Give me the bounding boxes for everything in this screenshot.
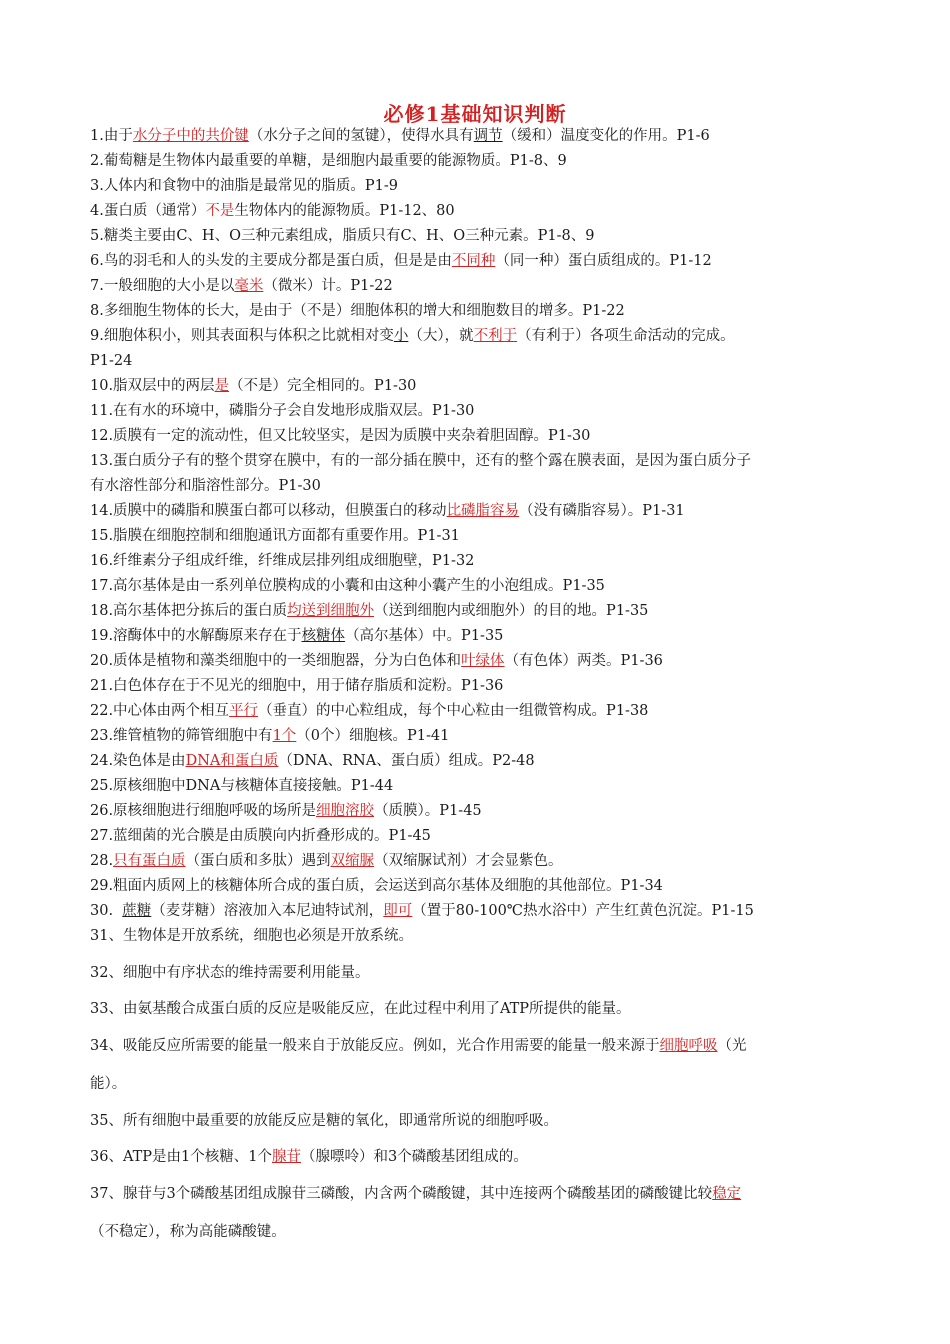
answer-underline: 小: [393, 328, 409, 344]
statement-37-cont: （不稳定），称为高能磷酸键。: [90, 1224, 286, 1240]
answer-highlight: 稳定: [712, 1186, 742, 1202]
statement-5: 5.糖类主要由C、H、O三种元素组成，脂质只有C、H、O三种元素。P1-8、9: [90, 228, 595, 244]
answer-highlight: 1个: [272, 728, 297, 744]
statement-10: 10.脂双层中的两层是（不是）完全相同的。P1-30: [90, 378, 417, 394]
answer-highlight: 双缩脲: [330, 853, 375, 869]
answer-highlight: 均送到细胞外: [287, 603, 375, 619]
statement-18: 18.高尔基体把分拣后的蛋白质均送到细胞外（送到细胞内或细胞外）的目的地。P1-35: [90, 603, 649, 619]
answer-underline: 调节: [473, 128, 503, 144]
answer-highlight: 叶绿体: [461, 653, 505, 669]
statement-2: 2.葡萄糖是生物体内最重要的单糖，是细胞内最重要的能源物质。P1-8、9: [90, 153, 567, 169]
statement-list: [90, 124, 880, 1251]
statement-22: 22.中心体由两个相互平行（垂直）的中心粒组成，每个中心粒由一组微管构成。P1-38: [90, 703, 649, 719]
statement-7: 7.一般细胞的大小是以毫米（微米）计。P1-22: [90, 278, 393, 294]
statement-11: 11.在有水的环境中，磷脂分子会自发地形成脂双层。P1-30: [90, 403, 475, 419]
answer-highlight: 不是: [205, 203, 235, 219]
answer-highlight: DNA和蛋白质: [185, 753, 279, 769]
answer-highlight: 细胞呼吸: [659, 1038, 718, 1054]
answer-highlight: 毫米: [234, 278, 264, 294]
statement-8: 8.多细胞生物体的长大，是由于（不是）细胞体积的增大和细胞数目的增多。P1-22: [90, 303, 625, 319]
statement-32: 32、细胞中有序状态的维持需要利用能量。: [90, 965, 370, 981]
statement-23: 23.维管植物的筛管细胞中有1个（0个）细胞核。P1-41: [90, 728, 450, 744]
statement-16: 16.纤维素分子组成纤维，纤维成层排列组成细胞壁，P1-32: [90, 553, 475, 569]
statement-3: 3.人体内和食物中的油脂是最常见的脂质。P1-9: [90, 178, 398, 194]
statement-15: 15.脂膜在细胞控制和细胞通讯方面都有重要作用。P1-31: [90, 528, 460, 544]
statement-29: 29.粗面内质网上的核糖体所合成的蛋白质，会运送到高尔基体及细胞的其他部位。P1-34: [90, 878, 663, 894]
statement-9-cont: P1-24: [90, 353, 133, 369]
statement-34: 34、吸能反应所需要的能量一般来自于放能反应。例如，光合作用需要的能量一般来源于细胞呼吸（光: [90, 1038, 747, 1054]
statement-14: 14.质膜中的磷脂和膜蛋白都可以移动，但膜蛋白的移动比磷脂容易（没有磷脂容易）。P1-31: [90, 503, 685, 519]
answer-highlight: 腺苷: [272, 1149, 302, 1165]
document-title: 必修1基础知识判断: [383, 102, 567, 126]
answer-underline: 蔗糖: [122, 903, 152, 919]
statement-17: 17.高尔基体是由一系列单位膜构成的小囊和由这种小囊产生的小泡组成。P1-35: [90, 578, 605, 594]
answer-highlight: 细胞溶胶: [316, 803, 375, 819]
statement-37: 37、腺苷与3个磷酸基团组成腺苷三磷酸，内含两个磷酸键，其中连接两个磷酸基团的磷酸键比较稳定: [90, 1186, 742, 1202]
answer-highlight: 水分子中的共价键: [132, 128, 249, 144]
answer-highlight: 即可: [383, 903, 413, 919]
answer-highlight: 不利于: [473, 328, 518, 344]
statement-13-cont: 有水溶性部分和脂溶性部分。P1-30: [90, 478, 321, 494]
statement-4: 4.蛋白质（通常）不是生物体内的能源物质。P1-12、80: [90, 203, 455, 219]
statement-35: 35、所有细胞中最重要的放能反应是糖的氧化，即通常所说的细胞呼吸。: [90, 1113, 558, 1129]
statement-1: 1.由于水分子中的共价键（水分子之间的氢键），使得水具有调节（缓和）温度变化的作用。P1-6: [90, 128, 710, 144]
statement-9: 9.细胞体积小，则其表面积与体积之比就相对变小（大），就不利于（有利于）各项生命活动的完成。: [90, 328, 735, 344]
answer-highlight: 平行: [229, 703, 259, 719]
statement-31: 31、生物体是开放系统，细胞也必须是开放系统。: [90, 928, 413, 944]
answer-highlight: 是: [214, 378, 230, 394]
statement-21: 21.白色体存在于不见光的细胞中，用于储存脂质和淀粉。P1-36: [90, 678, 504, 694]
answer-highlight: 不同种: [451, 253, 496, 269]
statement-34-cont: 能）。: [90, 1076, 127, 1092]
statement-30: 30. 蔗糖（麦芽糖）溶液加入本尼迪特试剂，即可（置于80-100℃热水浴中）产生红黄色沉淀。P1-15: [90, 903, 754, 919]
statement-12: 12.质膜有一定的流动性，但又比较坚实，是因为质膜中夹杂着胆固醇。P1-30: [90, 428, 591, 444]
statement-27: 27.蓝细菌的光合膜是由质膜向内折叠形成的。P1-45: [90, 828, 431, 844]
statement-13: 13.蛋白质分子有的整个贯穿在膜中，有的一部分插在膜中，还有的整个露在膜表面，是因为蛋白质分子: [90, 453, 752, 469]
answer-underline: 核糖体: [301, 628, 346, 644]
answer-highlight: 只有蛋白质: [113, 853, 186, 869]
statement-19: 19.溶酶体中的水解酶原来存在于核糖体（高尔基体）中。P1-35: [90, 628, 504, 644]
answer-highlight: 比磷脂容易: [446, 503, 520, 519]
statement-26: 26.原核细胞进行细胞呼吸的场所是细胞溶胶（质膜）。P1-45: [90, 803, 482, 819]
statement-33: 33、由氨基酸合成蛋白质的反应是吸能反应，在此过程中利用了ATP所提供的能量。: [90, 1001, 631, 1017]
statement-25: 25.原核细胞中DNA与核糖体直接接触。P1-44: [90, 778, 394, 794]
statement-28: 28.只有蛋白质（蛋白质和多肽）遇到双缩脲（双缩脲试剂）才会显紫色。: [90, 853, 563, 869]
statement-6: 6.鸟的羽毛和人的头发的主要成分都是蛋白质，但是是由不同种（同一种）蛋白质组成的。P1-12: [90, 253, 712, 269]
statement-20: 20.质体是植物和藻类细胞中的一类细胞器，分为白色体和叶绿体（有色体）两类。P1-36: [90, 653, 663, 669]
statement-24: 24.染色体是由DNA和蛋白质（DNA、RNA、蛋白质）组成。P2-48: [90, 753, 535, 769]
statement-36: 36、ATP是由1个核糖、1个腺苷（腺嘌呤）和3个磷酸基团组成的。: [90, 1149, 528, 1165]
